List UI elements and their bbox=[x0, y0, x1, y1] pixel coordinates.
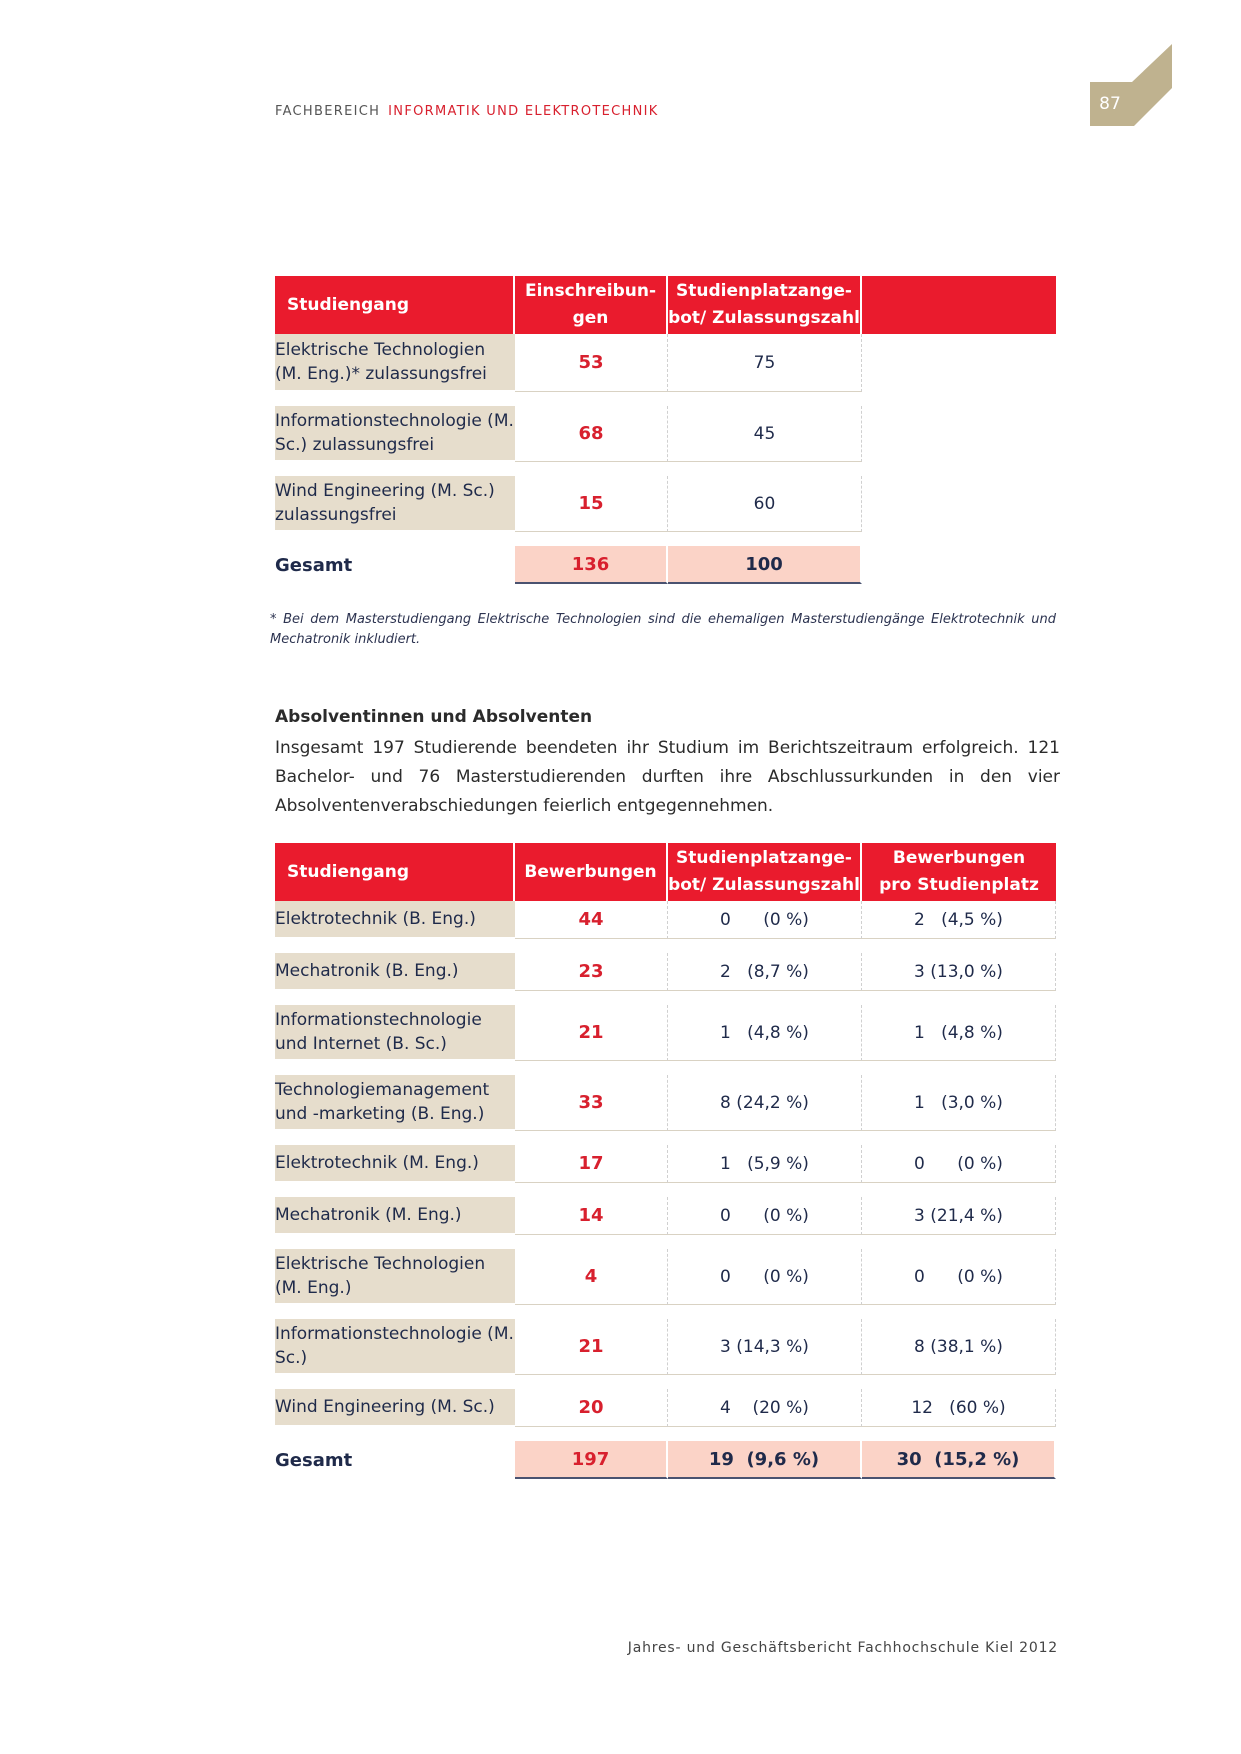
row-einschreibungen: 15 bbox=[515, 476, 668, 532]
row-bewerbungen: 21 bbox=[515, 1005, 668, 1061]
row-name: Technologiemanagement und -marketing (B. Eng.) bbox=[275, 1075, 515, 1131]
table-row bbox=[275, 1389, 1056, 1427]
col-header-studiengang: Studiengang bbox=[275, 276, 515, 334]
header-dept-name: INFORMATIK UND ELEKTROTECHNIK bbox=[388, 104, 659, 119]
row-bewerbungen: 44 bbox=[515, 901, 668, 939]
total-studienplatzangebot: 19 (9,6 %) bbox=[668, 1441, 862, 1479]
table-row bbox=[275, 1319, 1056, 1375]
row-name: Elektrotechnik (B. Eng.) bbox=[275, 901, 515, 939]
row-empty-cell bbox=[862, 334, 1056, 392]
row-studienplatzangebot: 0 (0 %) bbox=[668, 901, 862, 939]
col-header-studienplatzangebot: Studienplatzange- bot/ Zulassungszahl bbox=[668, 276, 862, 334]
row-bewerbungen-pro-platz: 3 (21,4 %) bbox=[862, 1197, 1056, 1235]
row-studienplatzangebot: 60 bbox=[668, 476, 862, 532]
total-row bbox=[275, 546, 1056, 584]
table-row bbox=[275, 953, 1056, 991]
row-empty-cell bbox=[862, 476, 1056, 532]
total-studienplatzangebot: 100 bbox=[668, 546, 862, 584]
col-header-einschreibungen: Einschreibun- gen bbox=[515, 276, 668, 334]
row-name: Mechatronik (M. Eng.) bbox=[275, 1197, 515, 1235]
row-empty-cell bbox=[862, 546, 1056, 584]
row-name: Wind Engineering (M. Sc.) bbox=[275, 1389, 515, 1427]
enrollment-table bbox=[275, 276, 1056, 584]
row-bewerbungen: 21 bbox=[515, 1319, 668, 1375]
total-bewerbungen-pro-platz: 30 (15,2 %) bbox=[862, 1441, 1056, 1479]
row-bewerbungen: 23 bbox=[515, 953, 668, 991]
row-einschreibungen: 68 bbox=[515, 406, 668, 462]
total-einschreibungen: 136 bbox=[515, 546, 668, 584]
footnote: * Bei dem Masterstudiengang Elektrische Technologien sind die ehemaligen Masterstudiengänge Elektrotechnik und Mechatronik inkludiert. bbox=[270, 612, 1056, 647]
header-dept-label: FACHBEREICH bbox=[275, 104, 381, 119]
table-row bbox=[275, 1145, 1056, 1183]
col-header-bewerbungen-pro-platz: Bewerbungen pro Studienplatz bbox=[862, 843, 1056, 901]
row-studienplatzangebot: 2 (8,7 %) bbox=[668, 953, 862, 991]
table-row bbox=[275, 1249, 1056, 1305]
running-header bbox=[275, 104, 659, 119]
row-name: Elektrische Technologien (M. Eng.)* zulassungsfrei bbox=[275, 334, 515, 392]
col-header-studiengang: Studiengang bbox=[275, 843, 515, 901]
row-studienplatzangebot: 45 bbox=[668, 406, 862, 462]
table-row bbox=[275, 901, 1056, 939]
section-paragraph: Insgesamt 197 Studierende beendeten ihr Studium im Berichtszeitraum erfolgreich. 121 Bachelor- und 76 Masterstudierenden durften ihre Abschlussurkunden in den vier Absolventenverabschiedungen feierlich entgegennehmen. bbox=[275, 738, 1060, 816]
row-studienplatzangebot: 8 (24,2 %) bbox=[668, 1075, 862, 1131]
row-empty-cell bbox=[862, 406, 1056, 462]
row-bewerbungen: 4 bbox=[515, 1249, 668, 1305]
row-bewerbungen: 17 bbox=[515, 1145, 668, 1183]
row-studienplatzangebot: 4 (20 %) bbox=[668, 1389, 862, 1427]
row-bewerbungen: 20 bbox=[515, 1389, 668, 1427]
row-bewerbungen-pro-platz: 8 (38,1 %) bbox=[862, 1319, 1056, 1375]
row-bewerbungen-pro-platz: 0 (0 %) bbox=[862, 1145, 1056, 1183]
row-einschreibungen: 53 bbox=[515, 334, 668, 392]
section-title: Absolventinnen und Absolventen bbox=[275, 707, 593, 727]
total-label: Gesamt bbox=[275, 1449, 353, 1471]
row-studienplatzangebot: 75 bbox=[668, 334, 862, 392]
total-bewerbungen: 197 bbox=[515, 1441, 668, 1479]
table-row bbox=[275, 1075, 1056, 1131]
total-row bbox=[275, 1441, 1056, 1479]
table-row bbox=[275, 476, 1056, 532]
page-number: 87 bbox=[1099, 94, 1121, 114]
row-bewerbungen-pro-platz: 0 (0 %) bbox=[862, 1249, 1056, 1305]
row-bewerbungen-pro-platz: 3 (13,0 %) bbox=[862, 953, 1056, 991]
table-row bbox=[275, 334, 1056, 392]
row-name: Informationstechnologie und Internet (B. Sc.) bbox=[275, 1005, 515, 1061]
table-row bbox=[275, 406, 1056, 462]
row-bewerbungen-pro-platz: 2 (4,5 %) bbox=[862, 901, 1056, 939]
row-bewerbungen-pro-platz: 1 (3,0 %) bbox=[862, 1075, 1056, 1131]
row-bewerbungen-pro-platz: 1 (4,8 %) bbox=[862, 1005, 1056, 1061]
page-footer: Jahres- und Geschäftsbericht Fachhochschule Kiel 2012 bbox=[627, 1640, 1058, 1656]
row-name: Wind Engineering (M. Sc.) zulassungsfrei bbox=[275, 476, 515, 532]
row-bewerbungen: 33 bbox=[515, 1075, 668, 1131]
row-name: Elektrische Technologien (M. Eng.) bbox=[275, 1249, 515, 1305]
row-studienplatzangebot: 1 (4,8 %) bbox=[668, 1005, 862, 1061]
table-row bbox=[275, 1005, 1056, 1061]
table-row bbox=[275, 1197, 1056, 1235]
row-bewerbungen-pro-platz: 12 (60 %) bbox=[862, 1389, 1056, 1427]
row-bewerbungen: 14 bbox=[515, 1197, 668, 1235]
row-name: Informationstechnologie (M. Sc.) bbox=[275, 1319, 515, 1375]
applications-table bbox=[275, 843, 1056, 1479]
row-name: Mechatronik (B. Eng.) bbox=[275, 953, 515, 991]
col-header-bewerbungen: Bewerbungen bbox=[515, 843, 668, 901]
row-name: Informationstechnologie (M. Sc.) zulassungsfrei bbox=[275, 406, 515, 462]
row-studienplatzangebot: 0 (0 %) bbox=[668, 1197, 862, 1235]
row-studienplatzangebot: 3 (14,3 %) bbox=[668, 1319, 862, 1375]
row-studienplatzangebot: 1 (5,9 %) bbox=[668, 1145, 862, 1183]
col-header-studienplatzangebot: Studienplatzange- bot/ Zulassungszahl bbox=[668, 843, 862, 901]
row-name: Elektrotechnik (M. Eng.) bbox=[275, 1145, 515, 1183]
row-studienplatzangebot: 0 (0 %) bbox=[668, 1249, 862, 1305]
total-label: Gesamt bbox=[275, 554, 353, 576]
col-header-empty bbox=[862, 276, 1056, 334]
